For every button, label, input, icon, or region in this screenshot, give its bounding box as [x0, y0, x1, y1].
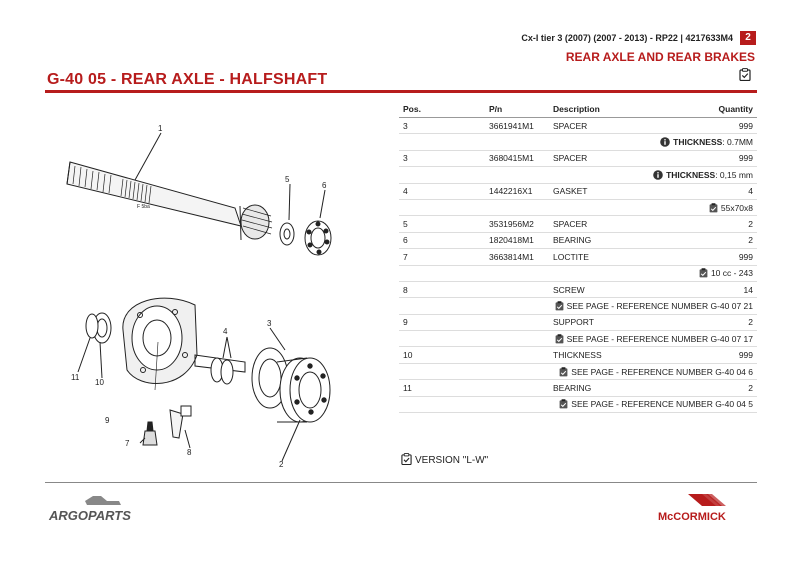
cell-description: SPACER: [549, 216, 659, 232]
note-label: THICKNESS: [666, 169, 716, 180]
cell-quantity: 999: [659, 150, 757, 166]
note-row: [399, 199, 757, 215]
part-row: [399, 281, 757, 297]
argoparts-logo: [47, 493, 142, 525]
callout-7: 7: [125, 439, 130, 448]
version-label: [401, 453, 488, 466]
cell-quantity: 2: [659, 232, 757, 248]
cell-description: SPACER: [549, 118, 659, 134]
cell-quantity: 2: [659, 216, 757, 232]
model-line: Cx-I tier 3 (2007) (2007 - 2013) - RP22 | 4217633M4: [521, 33, 733, 43]
part-row: [399, 249, 757, 265]
note-cell: [399, 298, 757, 314]
clipboard-icon: [709, 203, 718, 213]
cell-pos: 7: [399, 249, 485, 265]
cell-pos: 6: [399, 232, 485, 248]
callout-6: 6: [322, 181, 327, 190]
cell-pos: 11: [399, 380, 485, 396]
cell-pn: 3680415M1: [485, 150, 549, 166]
clipboard-icon: [699, 268, 708, 278]
cell-pos: 3: [399, 118, 485, 134]
part-row: [399, 347, 757, 363]
clipboard-icon: [555, 301, 564, 311]
note-cell: [399, 167, 757, 183]
cell-pn: [485, 314, 549, 330]
part-row: [399, 380, 757, 396]
cell-pn: 1442216X1: [485, 183, 549, 199]
cell-quantity: 14: [659, 281, 757, 297]
note-cell: [399, 265, 757, 281]
page-number-badge: 2: [740, 31, 756, 45]
cell-pos: 10: [399, 347, 485, 363]
cell-pn: 1820418M1: [485, 232, 549, 248]
parts-table: [399, 101, 757, 413]
cell-pn: [485, 347, 549, 363]
cell-quantity: 2: [659, 314, 757, 330]
page-title: G-40 05 - REAR AXLE - HALFSHAFT: [47, 71, 328, 88]
clipboard-icon: [559, 399, 568, 409]
note-value: : 0,15 mm: [715, 169, 753, 180]
clipboard-check-icon[interactable]: [739, 68, 751, 81]
part-row: [399, 118, 757, 134]
note-label: THICKNESS: [673, 137, 723, 148]
version-text: VERSION "L-W": [415, 455, 489, 466]
mccormick-logo: [650, 492, 760, 524]
cell-quantity: 4: [659, 183, 757, 199]
cell-pos: 3: [399, 150, 485, 166]
callout-1: 1: [158, 124, 163, 133]
table-body: [399, 118, 757, 413]
note-row: [399, 134, 757, 150]
cell-quantity: 999: [659, 118, 757, 134]
cell-description: SCREW: [549, 281, 659, 297]
info-icon: [653, 170, 663, 180]
callout-4: 4: [223, 327, 228, 336]
shaft-marking: F 5ba: [137, 204, 150, 210]
callout-3: 3: [267, 319, 272, 328]
col-pos: Pos.: [399, 101, 485, 118]
title-divider: [45, 90, 757, 93]
cell-pos: 5: [399, 216, 485, 232]
cell-pos: 9: [399, 314, 485, 330]
note-row: [399, 396, 757, 412]
cell-quantity: 2: [659, 380, 757, 396]
note-cell: [399, 396, 757, 412]
note-row: [399, 331, 757, 347]
clipboard-check-icon: [401, 453, 412, 465]
note-row: [399, 265, 757, 281]
clipboard-icon: [555, 334, 564, 344]
note-cell: [399, 363, 757, 379]
callout-10: 10: [95, 378, 104, 387]
argoparts-wordmark: ARGOPARTS: [49, 508, 131, 523]
part-row: [399, 232, 757, 248]
note-cell: [399, 331, 757, 347]
callout-11: 11: [71, 373, 80, 382]
cell-pn: 3531956M2: [485, 216, 549, 232]
cell-pn: [485, 281, 549, 297]
cell-pos: 8: [399, 281, 485, 297]
col-description: Description: [549, 101, 659, 118]
info-icon: [660, 137, 670, 147]
clipboard-icon: [559, 367, 568, 377]
part-row: [399, 216, 757, 232]
cell-description: LOCTITE: [549, 249, 659, 265]
note-value: 10 cc - 243: [710, 268, 753, 279]
part-row: [399, 183, 757, 199]
callout-9: 9: [105, 416, 110, 425]
cell-pn: [485, 380, 549, 396]
note-value: SEE PAGE - REFERENCE NUMBER G-40 04 6: [571, 366, 753, 377]
note-value: SEE PAGE - REFERENCE NUMBER G-40 07 21: [566, 300, 753, 311]
cell-quantity: 999: [659, 347, 757, 363]
callout-8: 8: [187, 448, 192, 457]
note-cell: [399, 134, 757, 150]
note-value: SEE PAGE - REFERENCE NUMBER G-40 07 17: [566, 333, 753, 344]
cell-pos: 4: [399, 183, 485, 199]
part-row: [399, 314, 757, 330]
note-row: [399, 363, 757, 379]
cell-description: THICKNESS: [549, 347, 659, 363]
footer-divider: [45, 482, 757, 483]
cell-pn: 3663814M1: [485, 249, 549, 265]
table-header: [399, 101, 757, 118]
col-pn: P/n: [485, 101, 549, 118]
cell-description: BEARING: [549, 232, 659, 248]
note-row: [399, 167, 757, 183]
note-value: 55x70x8: [720, 202, 753, 213]
mccormick-wordmark: McCORMICK: [658, 511, 726, 523]
col-quantity: Quantity: [659, 101, 757, 118]
note-value: SEE PAGE - REFERENCE NUMBER G-40 04 5: [571, 399, 753, 410]
cell-description: SPACER: [549, 150, 659, 166]
note-cell: [399, 199, 757, 215]
exploded-parts-diagram: [45, 100, 390, 480]
callout-5: 5: [285, 175, 290, 184]
cell-description: BEARING: [549, 380, 659, 396]
cell-quantity: 999: [659, 249, 757, 265]
note-value: : 0.7MM: [722, 137, 753, 148]
note-row: [399, 298, 757, 314]
cell-pn: 3661941M1: [485, 118, 549, 134]
callout-2: 2: [279, 460, 284, 469]
cell-description: SUPPORT: [549, 314, 659, 330]
cell-description: GASKET: [549, 183, 659, 199]
part-row: [399, 150, 757, 166]
section-title: REAR AXLE AND REAR BRAKES: [565, 50, 755, 64]
